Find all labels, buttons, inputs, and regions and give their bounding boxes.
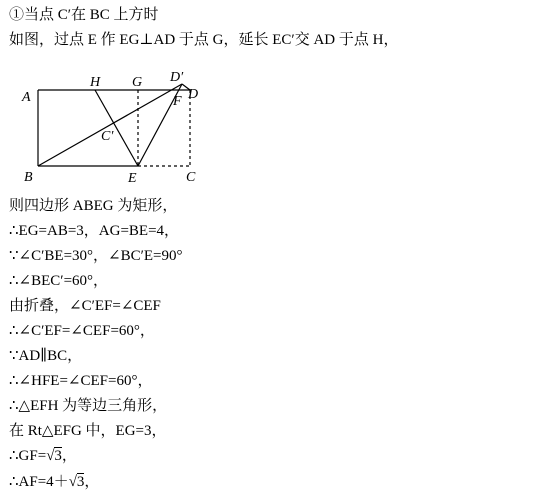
label-F: F bbox=[173, 94, 182, 109]
text-line-5: ∵∠C′BE=30°，∠BC′E=90° bbox=[9, 248, 183, 264]
text-line-1: ①当点 C′在 BC 上方时 bbox=[9, 7, 159, 23]
label-G: G bbox=[132, 75, 143, 90]
text-line-2: 如图，过点 E 作 EG⊥AD 于点 G，延长 EC′交 AD 于点 H， bbox=[9, 32, 399, 48]
text-line-7: 由折叠，∠C′EF=∠CEF bbox=[9, 298, 161, 314]
af-prefix: ∴AF=4＋ bbox=[9, 474, 69, 490]
af-suffix: ， bbox=[84, 474, 100, 490]
geometry-figure bbox=[0, 0, 545, 200]
label-D-prime: D′ bbox=[170, 70, 184, 85]
label-C: C bbox=[186, 170, 196, 185]
radicand: 3 bbox=[54, 448, 62, 464]
label-E: E bbox=[128, 171, 137, 186]
gf-prefix: ∴GF= bbox=[9, 448, 47, 464]
radicand: 3 bbox=[76, 474, 85, 490]
text-line-12: 在 Rt△EFG 中，EG=3， bbox=[9, 423, 167, 439]
text-line-13 bbox=[9, 447, 77, 465]
text-line-4: ∴EG=AB=3，AG=BE=4， bbox=[9, 223, 180, 239]
text-line-11: ∴△EFH 为等边三角形， bbox=[9, 398, 168, 414]
sqrt-sign: √ bbox=[68, 474, 77, 490]
label-D: D bbox=[188, 87, 199, 102]
label-H: H bbox=[90, 75, 101, 90]
gf-suffix: ， bbox=[61, 448, 77, 464]
text-line-3: 则四边形 ABEG 为矩形， bbox=[9, 198, 178, 214]
text-line-8: ∴∠C′EF=∠CEF=60°， bbox=[9, 323, 155, 339]
segment-HE bbox=[95, 90, 138, 166]
label-C-prime: C′ bbox=[101, 129, 114, 144]
text-line-9: ∵AD∥BC， bbox=[9, 348, 83, 364]
text-line-6: ∴∠BEC′=60°， bbox=[9, 273, 109, 289]
label-B: B bbox=[24, 170, 33, 185]
sqrt-sign: √ bbox=[46, 448, 55, 464]
text-line-10: ∴∠HFE=∠CEF=60°， bbox=[9, 373, 153, 389]
text-line-14 bbox=[9, 473, 99, 491]
label-A: A bbox=[22, 90, 31, 105]
